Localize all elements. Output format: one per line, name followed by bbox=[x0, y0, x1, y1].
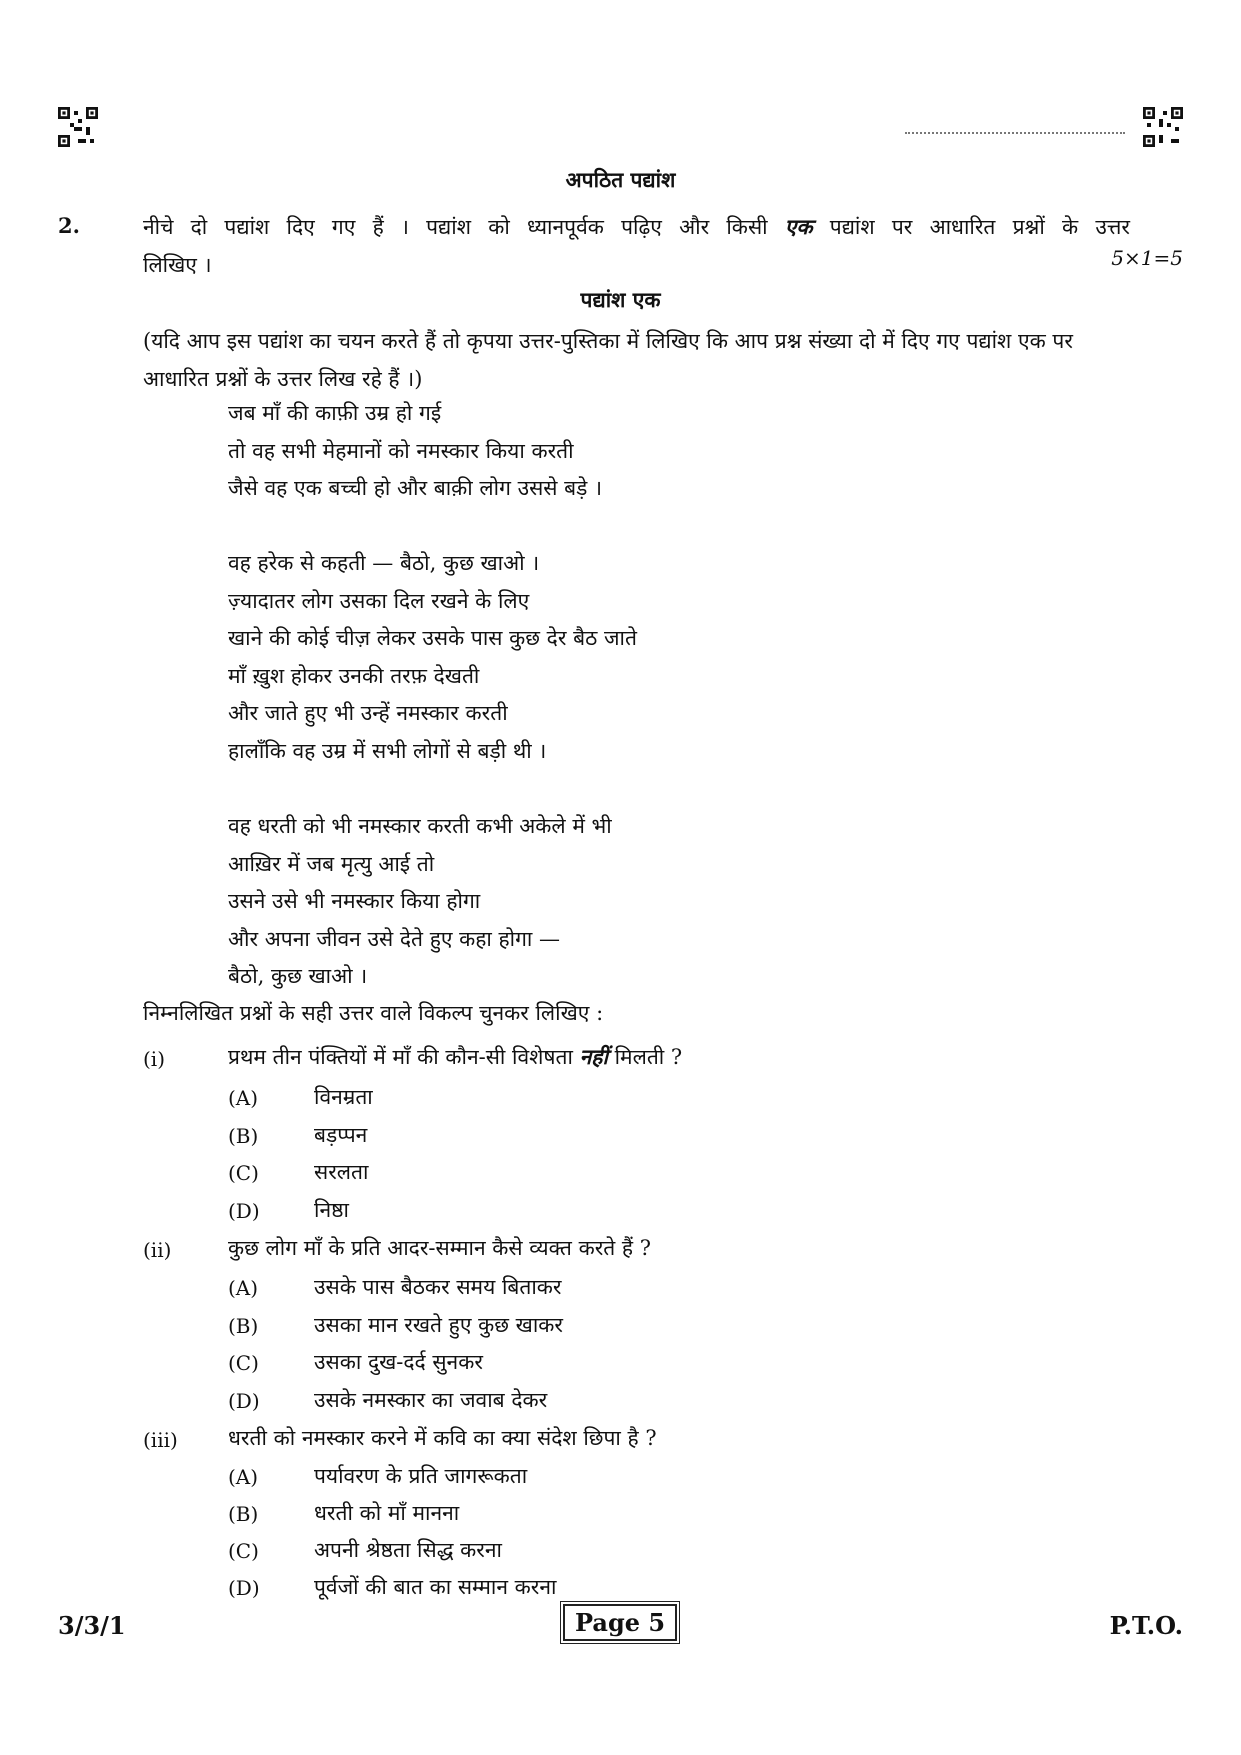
option-text: धरती को माँ मानना bbox=[314, 1501, 460, 1525]
option-text: पर्यावरण के प्रति जागरूकता bbox=[314, 1464, 528, 1488]
poem-stanza-1 bbox=[228, 395, 602, 508]
poem-line: उसने उसे भी नमस्कार किया होगा bbox=[228, 889, 481, 913]
poem-line: खाने की कोई चीज़ लेकर उसके पास कुछ देर बैठ जाते bbox=[228, 626, 637, 650]
poem-line: जैसे वह एक बच्ची हो और बाक़ी लोग उससे बड़े । bbox=[228, 476, 603, 500]
poem-stanza-3 bbox=[228, 808, 612, 996]
poem-line: तो वह सभी मेहमानों को नमस्कार किया करती bbox=[228, 438, 574, 463]
option-text: बड़प्पन bbox=[314, 1123, 368, 1147]
option-text: उसके पास बैठकर समय बिताकर bbox=[314, 1275, 562, 1299]
option-text: पूर्वजों की बात का सम्मान करना bbox=[314, 1575, 557, 1599]
option-text: उसका मान रखते हुए कुछ खाकर bbox=[314, 1313, 563, 1337]
poem-line: ज़्यादातर लोग उसका दिल रखने के लिए bbox=[228, 588, 530, 613]
section-title: अपठित पद्यांश bbox=[565, 167, 676, 192]
poem-line: आख़िर में जब मृत्यु आई तो bbox=[228, 851, 435, 876]
question-1-number: (i) bbox=[143, 1047, 166, 1071]
question-2-number: (ii) bbox=[143, 1238, 172, 1262]
option-label: (C) bbox=[228, 1539, 259, 1563]
question-3-number: (iii) bbox=[143, 1428, 178, 1452]
emphasis-one: एक bbox=[784, 214, 813, 239]
question-number: 2. bbox=[58, 213, 80, 238]
poem-stanza-2 bbox=[228, 545, 637, 770]
option-text: अपनी श्रेष्ठता सिद्ध करना bbox=[314, 1538, 502, 1562]
option-text: उसके नमस्कार का जवाब देकर bbox=[314, 1388, 548, 1412]
option-label: (C) bbox=[228, 1351, 259, 1375]
option-label: (D) bbox=[228, 1199, 260, 1223]
poem-line: हालाँकि वह उम्र में सभी लोगों से बड़ी थी । bbox=[228, 738, 547, 763]
poem-line: और जाते हुए भी उन्हें नमस्कार करती bbox=[228, 701, 508, 725]
marks: 5×1=5 bbox=[1111, 246, 1183, 270]
poem-line: और अपना जीवन उसे देते हुए कहा होगा — bbox=[228, 926, 561, 951]
paper-code: 3/3/1 bbox=[58, 1611, 126, 1640]
option-label: (B) bbox=[228, 1314, 259, 1338]
poem-line: बैठो, कुछ खाओ । bbox=[228, 964, 368, 988]
selection-note: (यदि आप इस पद्यांश का चयन करते हैं तो कृपया उत्तर-पुस्तिका में लिखिए कि आप प्रश्न संख्या दो में दिए गए पद्यांश एक पर आधारित प्रश्नों के उत्तर लिख रहे हैं ।) bbox=[143, 329, 1073, 391]
pto-label: P.T.O. bbox=[1109, 1611, 1183, 1640]
instruction: नीचे दो पद्यांश दिए गए हैं । पद्यांश को ध्यानपूर्वक पढ़िए और किसी एक पद्यांश पर आधारित प्रश्नों के उत्तर लिखिए । bbox=[143, 214, 1130, 277]
qr-code-right bbox=[1143, 107, 1183, 147]
option-text: सरलता bbox=[314, 1160, 369, 1184]
questions-lead: निम्नलिखित प्रश्नों के सही उत्तर वाले विकल्प चुनकर लिखिए : bbox=[143, 1001, 604, 1025]
qr-code-left bbox=[58, 107, 98, 147]
poem-line: वह हरेक से कहती — बैठो, कुछ खाओ । bbox=[228, 551, 540, 575]
option-label: (A) bbox=[228, 1465, 259, 1489]
question-1-text: प्रथम तीन पंक्तियों में माँ की कौन-सी विशेषता नहीं मिलती ? bbox=[228, 1044, 683, 1069]
option-label: (B) bbox=[228, 1502, 259, 1526]
option-label: (B) bbox=[228, 1124, 259, 1148]
option-label: (A) bbox=[228, 1276, 259, 1300]
question-2-text: कुछ लोग माँ के प्रति आदर-सम्मान कैसे व्यक्त करते हैं ? bbox=[228, 1236, 652, 1260]
poem-line: वह धरती को भी नमस्कार करती कभी अकेले में भी bbox=[228, 814, 612, 838]
poem-line: माँ ख़ुश होकर उनकी तरफ़ देखती bbox=[228, 663, 480, 688]
question-3-text: धरती को नमस्कार करने में कवि का क्या संदेश छिपा है ? bbox=[228, 1426, 657, 1450]
option-text: विनम्रता bbox=[314, 1085, 373, 1109]
option-label: (C) bbox=[228, 1161, 259, 1185]
emphasis-not: नहीं bbox=[579, 1044, 608, 1069]
option-label: (D) bbox=[228, 1576, 260, 1600]
passage-title: पद्यांश एक bbox=[580, 287, 661, 312]
poem-line: जब माँ की काफ़ी उम्र हो गई bbox=[228, 401, 442, 425]
dotted-rule bbox=[905, 132, 1125, 134]
option-label: (D) bbox=[228, 1389, 260, 1413]
option-text: उसका दुख-दर्द सुनकर bbox=[314, 1350, 483, 1374]
page-number: Page 5 bbox=[563, 1604, 677, 1641]
option-label: (A) bbox=[228, 1086, 259, 1110]
option-text: निष्ठा bbox=[314, 1198, 349, 1222]
